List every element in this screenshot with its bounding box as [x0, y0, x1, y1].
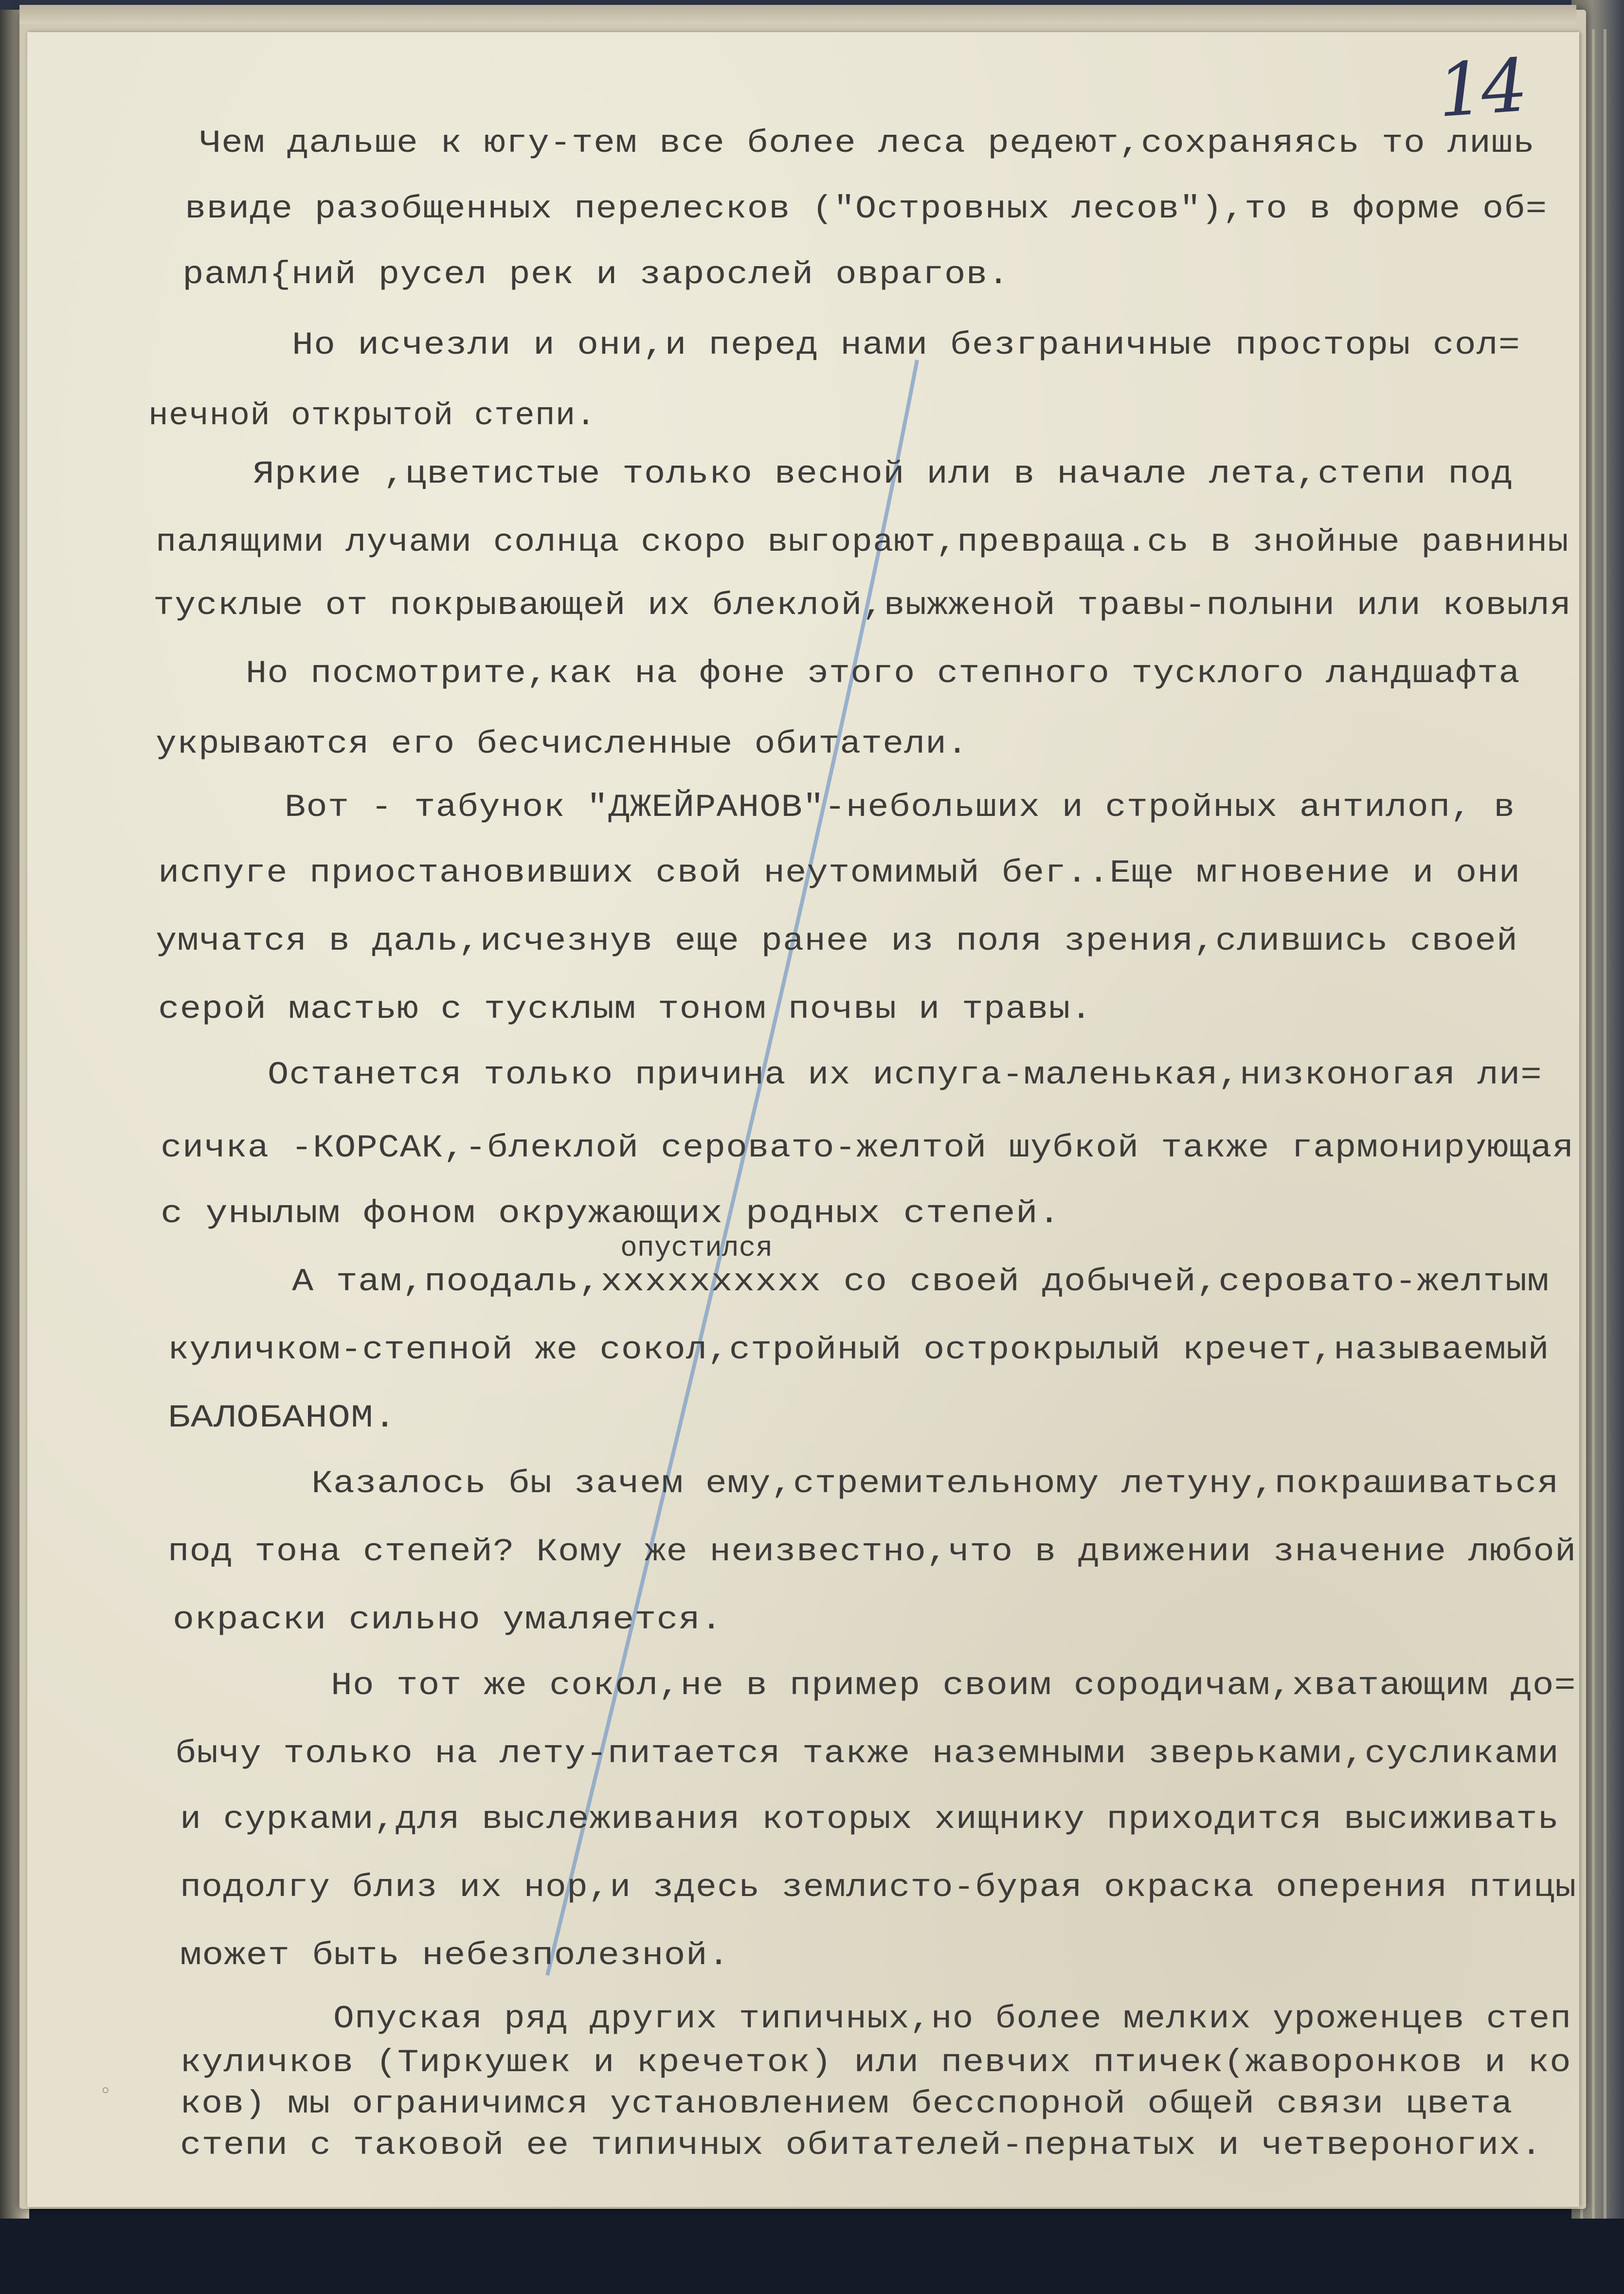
text-line: куличком-степной же сокол,стройный острокрылый кречет,называемый: [168, 1332, 1550, 1368]
typed-insertion: опустился: [620, 1233, 773, 1264]
text-line: Казалось бы зачем ему,стремительному летуну,покрашиваться: [311, 1465, 1559, 1502]
text-line: Вот - табунок "ДЖЕЙРАНОВ"-небольших и стройных антилоп, в: [285, 789, 1516, 826]
text-line: Яркие ,цветистые только весной или в начале лета,степи под: [253, 456, 1514, 492]
bottom-background: [0, 2219, 1624, 2294]
text-line: Останется только причина их испуга-маленькая,низконогая ли=: [268, 1057, 1542, 1093]
text-line: нечной открытой степи.: [148, 397, 596, 434]
pencil-mark: ◦: [100, 2080, 111, 2102]
text-line: БАЛОБАНОМ.: [168, 1400, 397, 1436]
text-line: Но исчезли и они,и перед нами безграничные просторы сол=: [292, 327, 1520, 363]
text-line: серой мастью с тусклым тоном почвы и травы.: [158, 991, 1093, 1028]
page-number: 14: [1435, 43, 1528, 134]
text-line: под тона степей? Кому же неизвестно,что в движении значение любой: [168, 1534, 1577, 1570]
text-line: ков) мы ограничимся установлением бесспорной общей связи цвета: [180, 2086, 1513, 2122]
text-line: палящими лучами солнца скоро выгорают,превраща.сь в знойные равнины: [156, 524, 1569, 560]
text-line: рамл{ний русел рек и зарослей оврагов.: [182, 256, 1010, 293]
text-line: укрываются его бесчисленные обитатели.: [156, 726, 969, 762]
text-line: испуге приостановивших свой неутомимый бег..Еще мгновение и они: [158, 855, 1521, 891]
text-line: А там,поодаль,хххххххххх со своей добычей,серовато-желтым: [292, 1264, 1550, 1300]
text-line: Но тот же сокол,не в пример своим сородичам,хватающим до=: [331, 1667, 1576, 1704]
text-line: подолгу близ их нор,и здесь землисто-бурая окраска оперения птицы: [180, 1869, 1577, 1906]
text-line: тусклые от покрывающей их блеклой,выжженой травы-полыни или ковыля: [153, 587, 1572, 624]
text-line: Чем дальше к югу-тем все более леса редеют,сохраняясь то лишь: [199, 125, 1535, 162]
text-line: окраски сильно умаляется.: [173, 1602, 723, 1638]
text-line: степи с таковой ее типичных обитателей-пернатых и четвероногих.: [180, 2127, 1543, 2164]
text-line: и сурками,для выслеживания которых хищнику приходится высиживать: [180, 1801, 1559, 1838]
text-line: Опуская ряд других типичных,но более мелких уроженцев степ: [333, 2001, 1572, 2037]
text-line: Но посмотрите,как на фоне этого степного тусклого ландшафта: [246, 655, 1520, 692]
text-line: бычу только на лету-питается также наземными зверьками,сусликами: [175, 1735, 1559, 1772]
text-line: ввиде разобщенных перелесков ("Островных лесов"),то в форме об=: [185, 191, 1548, 227]
text-line: может быть небезполезной.: [180, 1937, 730, 1974]
text-line: сичка -КОРСАК,-блеклой серовато-желтой шубкой также гармонирующая: [161, 1130, 1574, 1166]
text-line: умчатся в даль,исчезнув еще ранее из поля зрения,слившись своей: [156, 923, 1518, 959]
text-line: куличков (Тиркушек и кречеток) или певчих птичек(жаворонков и ко: [180, 2044, 1571, 2081]
text-line: с унылым фоном окружающих родных степей.: [161, 1195, 1061, 1232]
